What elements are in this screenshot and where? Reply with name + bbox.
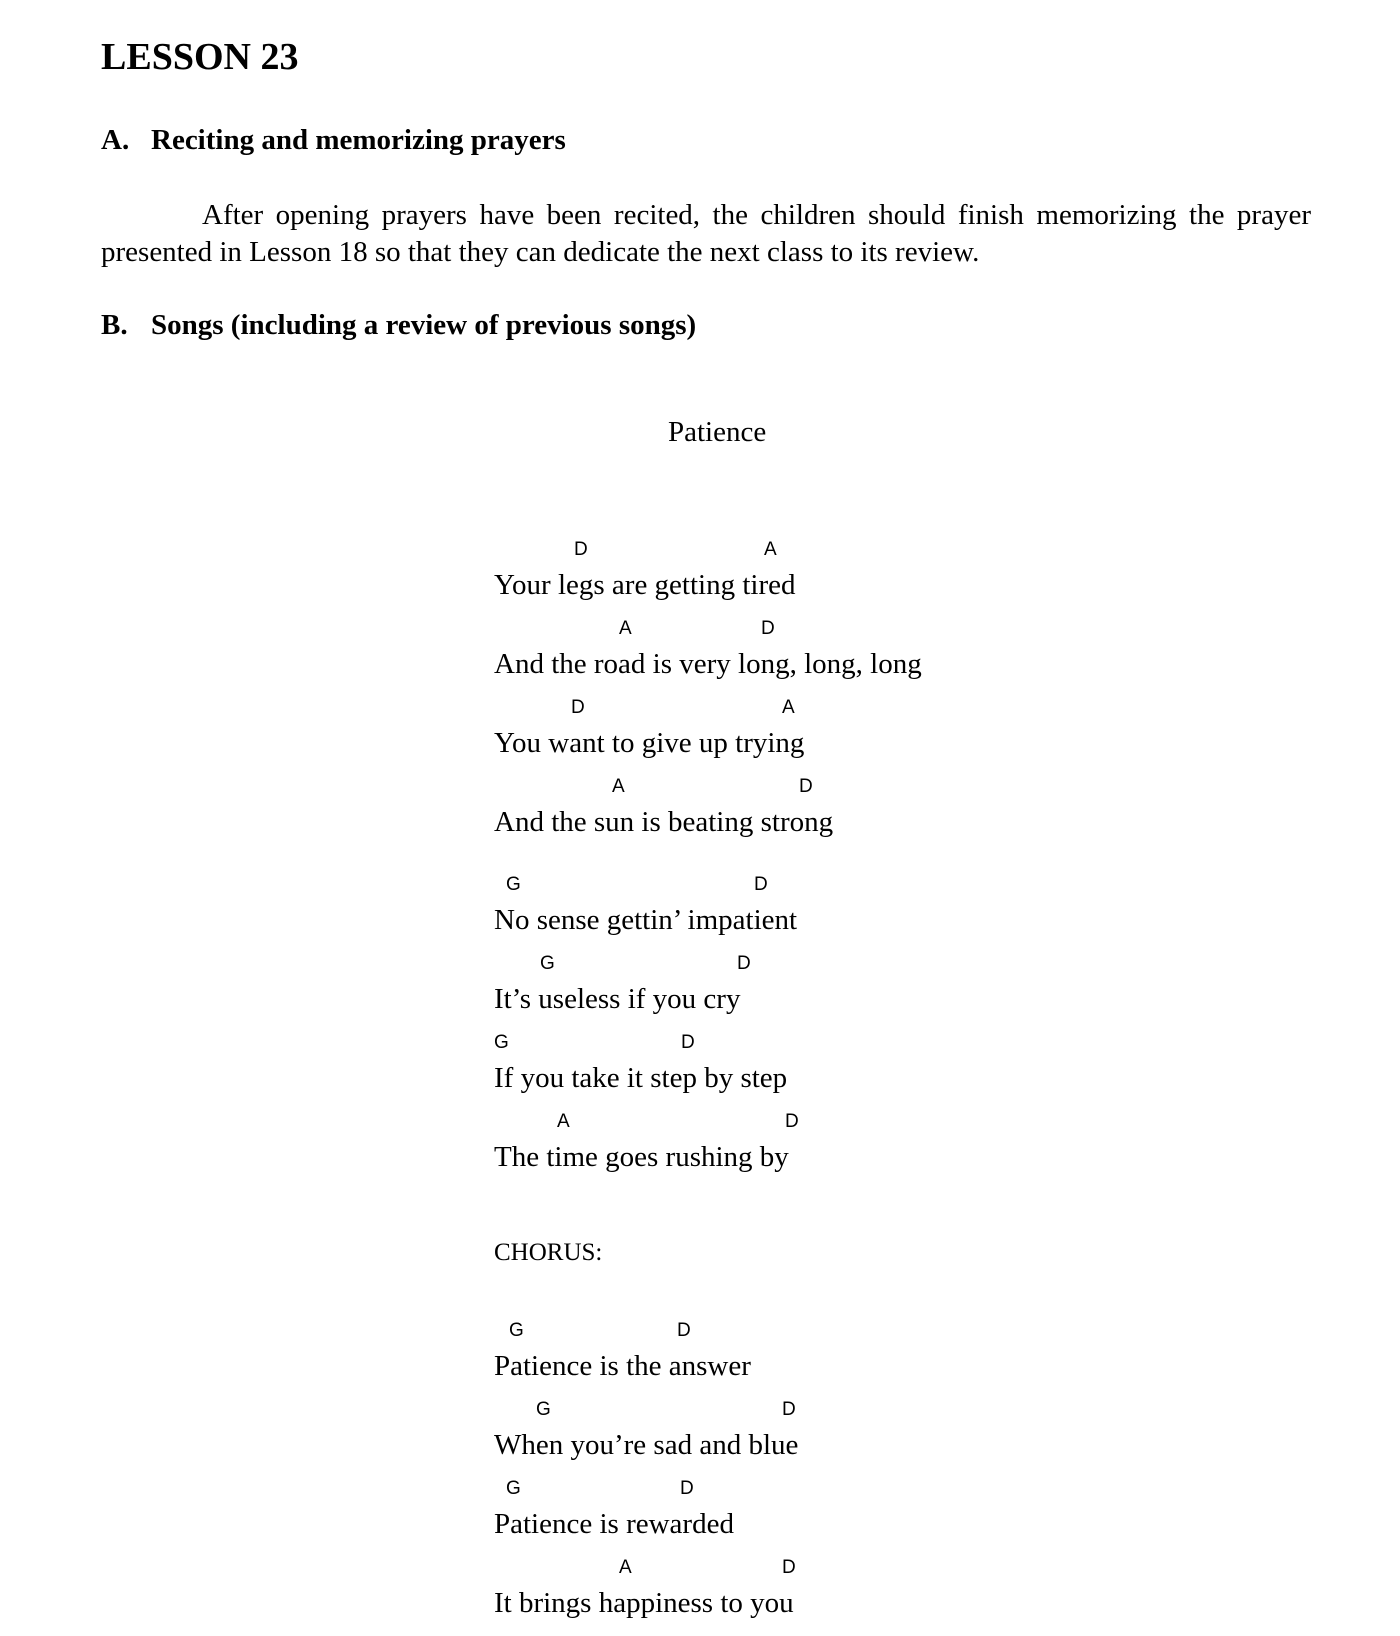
chord: G — [506, 1478, 521, 1499]
chord: D — [571, 697, 585, 718]
chord: D — [737, 953, 751, 974]
section-a-letter: A. — [101, 124, 130, 156]
chord: A — [764, 539, 777, 560]
lyric-line: Your legs are getting tired — [494, 569, 796, 601]
chord: G — [540, 953, 555, 974]
section-b-letter: B. — [101, 309, 128, 341]
chord: D — [785, 1111, 799, 1132]
chord: D — [799, 776, 813, 797]
chord: A — [782, 697, 795, 718]
lyric-line: No sense gettin’ impatient — [494, 904, 798, 936]
lyric-line: It brings happiness to you — [494, 1587, 794, 1619]
chord: G — [509, 1320, 524, 1341]
instruction-paragraph: After opening prayers have been recited, the children should finish memorizing the prayer presented in Lesson 18 so that they can dedicate the next class to its review. — [101, 199, 1311, 268]
chord: D — [680, 1478, 694, 1499]
lyric-line: Patience is rewarded — [494, 1508, 734, 1540]
chord: D — [782, 1399, 796, 1420]
chord: D — [754, 874, 768, 895]
chord: D — [681, 1032, 695, 1053]
section-b-heading — [101, 311, 696, 340]
lyric-line: When you’re sad and blue — [494, 1429, 799, 1461]
chord: A — [619, 618, 632, 639]
song-title: Patience — [668, 416, 767, 448]
chord: A — [619, 1557, 632, 1578]
lyric-line: Patience is the answer — [494, 1350, 751, 1382]
chord: G — [506, 874, 521, 895]
chord: D — [574, 539, 588, 560]
section-a-heading — [101, 126, 566, 155]
chord: A — [557, 1111, 570, 1132]
section-b-title: Songs (including a review of previous songs) — [151, 309, 697, 341]
lyric-line: You want to give up trying — [494, 727, 805, 759]
chord: D — [761, 618, 775, 639]
lyric-line: If you take it step by step — [494, 1062, 788, 1094]
lyric-line: And the sun is beating strong — [494, 806, 834, 838]
section-a-title: Reciting and memorizing prayers — [151, 124, 566, 156]
chord: D — [782, 1557, 796, 1578]
lyric-line: And the road is very long, long, long — [494, 648, 922, 680]
lyric-line: The time goes rushing by — [494, 1141, 789, 1173]
lesson-title: LESSON 23 — [101, 36, 299, 78]
chord: D — [677, 1320, 691, 1341]
lyric-line: It’s useless if you cry — [494, 983, 741, 1015]
chord: G — [536, 1399, 551, 1420]
chord: A — [612, 776, 625, 797]
chord: G — [494, 1032, 509, 1053]
chorus-label: CHORUS: — [494, 1239, 603, 1266]
